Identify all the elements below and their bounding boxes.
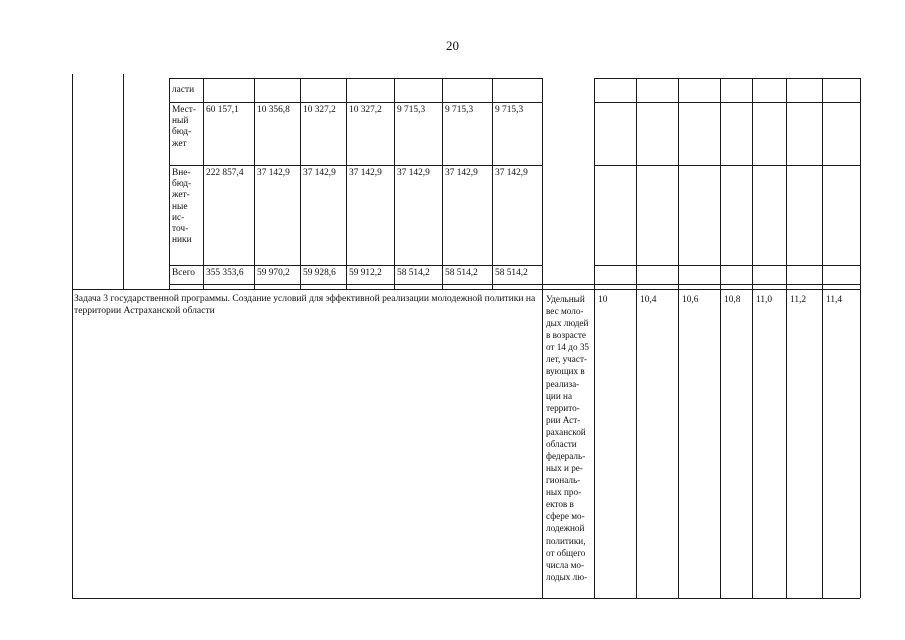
rule-line bbox=[594, 265, 860, 266]
table-cell: 37 142,9 bbox=[349, 168, 382, 178]
rule-line bbox=[752, 289, 753, 598]
table-cell: 58 514,2 bbox=[445, 268, 478, 278]
rule-line bbox=[594, 78, 595, 289]
source-label-line: бюд- bbox=[172, 127, 192, 138]
table-cell: 58 514,2 bbox=[495, 268, 528, 278]
rule-line bbox=[169, 78, 170, 289]
indicator-value: 10 bbox=[598, 295, 608, 305]
rule-line bbox=[786, 289, 787, 598]
indicator-value: 10,8 bbox=[724, 295, 741, 305]
table-cell: 37 142,9 bbox=[397, 168, 430, 178]
indicator-line: террито- bbox=[546, 402, 580, 413]
rule-line bbox=[786, 78, 787, 289]
rule-line bbox=[203, 78, 204, 289]
indicator-line: ектов в bbox=[546, 499, 574, 510]
table-cell: 222 857,4 bbox=[206, 168, 244, 178]
indicator-value: 11,0 bbox=[756, 295, 773, 305]
table-cell: 59 912,2 bbox=[349, 268, 382, 278]
indicator-line: дых людей bbox=[546, 318, 589, 329]
indicator-line: ных про- bbox=[546, 487, 582, 498]
table-cell: 58 514,2 bbox=[397, 268, 430, 278]
table-cell: 37 142,9 bbox=[303, 168, 336, 178]
table-cell: 355 353,6 bbox=[206, 268, 244, 278]
rule-line bbox=[720, 78, 721, 289]
rule-line bbox=[860, 78, 861, 289]
rule-line bbox=[594, 102, 860, 103]
source-label-line: Мест- bbox=[172, 105, 196, 115]
rule-line bbox=[636, 289, 637, 598]
rule-line bbox=[594, 165, 860, 166]
table-cell: 59 970,2 bbox=[257, 268, 290, 278]
source-label-line: бюд- bbox=[172, 179, 192, 190]
table-cell: 37 142,9 bbox=[257, 168, 290, 178]
rule-line bbox=[492, 78, 493, 289]
indicator-line: лет, участ- bbox=[546, 354, 588, 365]
rule-line bbox=[169, 165, 542, 166]
rule-line bbox=[123, 74, 124, 289]
rule-line bbox=[169, 284, 860, 285]
indicator-line: лодежной bbox=[546, 523, 585, 534]
indicator-line: рии Аст- bbox=[546, 414, 581, 425]
rule-line bbox=[346, 78, 347, 289]
rule-line bbox=[72, 74, 73, 598]
source-label-line: ники bbox=[172, 235, 192, 246]
rule-line bbox=[594, 78, 860, 79]
table-cell: 9 715,3 bbox=[445, 105, 474, 115]
rule-line bbox=[720, 289, 721, 598]
rule-line bbox=[542, 78, 543, 289]
rule-line bbox=[169, 265, 542, 266]
indicator-line: от 14 до 35 bbox=[546, 342, 590, 353]
table-cell: 9 715,3 bbox=[397, 105, 426, 115]
source-label-line: Вне- bbox=[172, 168, 191, 178]
indicator-line: реализа- bbox=[546, 378, 580, 389]
table-cell: 37 142,9 bbox=[495, 168, 528, 178]
rule-line bbox=[254, 78, 255, 289]
table-cell: 10 327,2 bbox=[303, 105, 336, 115]
rule-line bbox=[169, 102, 542, 103]
source-label-line: Всего bbox=[172, 268, 195, 278]
indicator-line: ных и ре- bbox=[546, 463, 583, 474]
indicator-line: федераль- bbox=[546, 451, 586, 462]
rule-line bbox=[442, 78, 443, 289]
indicator-line: политики, bbox=[546, 535, 586, 546]
source-label bbox=[172, 168, 192, 246]
indicator-line: области bbox=[546, 438, 577, 449]
table-cell: 10 356,8 bbox=[257, 105, 290, 115]
source-label-line: жет- bbox=[172, 190, 190, 201]
indicator-line: вующих в bbox=[546, 366, 585, 377]
indicator-line: сфере мо- bbox=[546, 511, 585, 522]
rule-line bbox=[678, 289, 679, 598]
rule-line bbox=[72, 598, 860, 599]
source-label-line: ис- bbox=[172, 212, 185, 223]
source-label-line: ласти bbox=[172, 85, 195, 95]
indicator-line: вес моло- bbox=[546, 306, 584, 317]
table-cell: 10 327,2 bbox=[349, 105, 382, 115]
rule-line bbox=[860, 289, 861, 598]
indicator-value: 11,2 bbox=[790, 295, 807, 305]
rule-line bbox=[542, 289, 543, 598]
indicator-line: ции на bbox=[546, 390, 573, 401]
rule-line bbox=[72, 289, 860, 290]
table-cell: 60 157,1 bbox=[206, 105, 239, 115]
rule-line bbox=[594, 289, 595, 598]
indicator-line: гиональ- bbox=[546, 475, 581, 486]
indicator-value: 11,4 bbox=[826, 295, 843, 305]
indicator-value: 10,4 bbox=[640, 295, 657, 305]
indicator-line: в возрасте bbox=[546, 330, 586, 341]
source-label-line: ный bbox=[172, 116, 189, 127]
indicator-line: числа мо- bbox=[546, 559, 585, 570]
source-label-line: ные bbox=[172, 201, 188, 212]
rule-line bbox=[752, 78, 753, 289]
source-label bbox=[172, 85, 194, 96]
source-label bbox=[172, 268, 195, 279]
indicator-line: Удельный bbox=[546, 294, 585, 304]
indicator-line: раханской bbox=[546, 426, 586, 437]
source-label bbox=[172, 105, 196, 150]
indicator-line: лодых лю- bbox=[546, 571, 588, 582]
indicator-line: от общего bbox=[546, 547, 586, 558]
task-description: Задача 3 государственной программы. Создание условий для эффективной реализации молодежной политики на территории Астраханской области bbox=[74, 293, 536, 316]
page-number: 20 bbox=[446, 38, 459, 53]
rule-line bbox=[169, 78, 542, 79]
rule-line bbox=[822, 78, 823, 289]
rule-line bbox=[300, 78, 301, 289]
rule-line bbox=[394, 78, 395, 289]
table-cell: 37 142,9 bbox=[445, 168, 478, 178]
rule-line bbox=[636, 78, 637, 289]
source-label-line: жет bbox=[172, 138, 187, 149]
table-cell: 9 715,3 bbox=[495, 105, 524, 115]
rule-line bbox=[822, 289, 823, 598]
rule-line bbox=[678, 78, 679, 289]
source-label-line: точ- bbox=[172, 224, 189, 235]
indicator-description bbox=[546, 293, 594, 583]
indicator-value: 10,6 bbox=[682, 295, 699, 305]
table-cell: 59 928,6 bbox=[303, 268, 336, 278]
